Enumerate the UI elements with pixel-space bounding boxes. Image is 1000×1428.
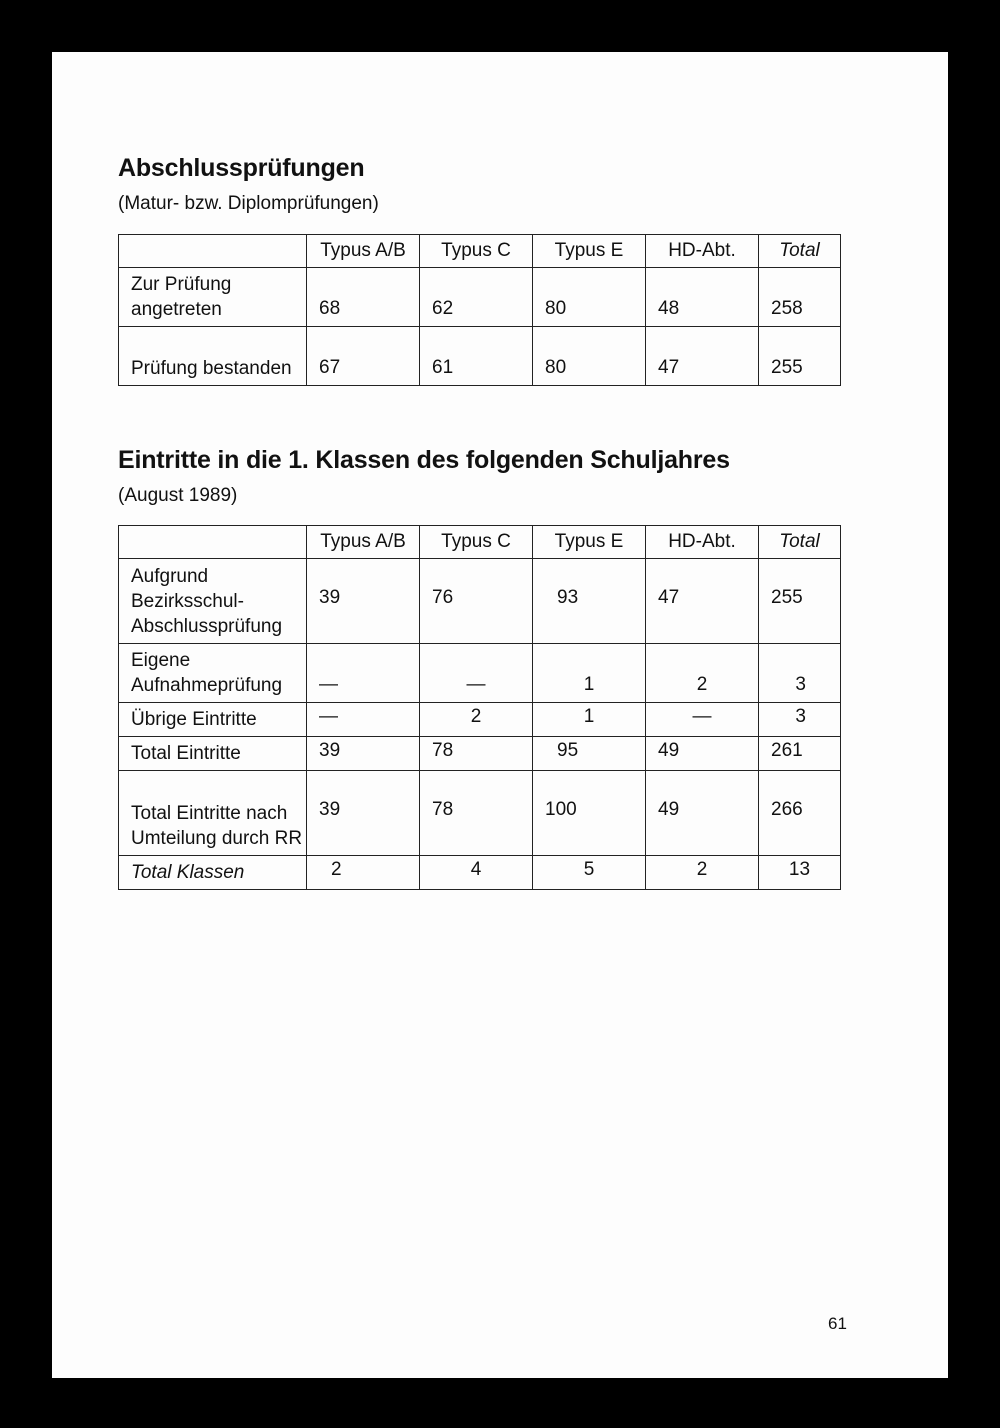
table-row xyxy=(119,559,841,644)
table-row xyxy=(119,856,841,890)
cell-value: 78 xyxy=(420,737,533,771)
cell-value: 67 xyxy=(307,327,420,386)
header-typus-ab: Typus A/B xyxy=(307,526,420,559)
row-label: Total Klassen xyxy=(119,856,307,890)
cell-value: 39 xyxy=(307,771,420,856)
cell-value: — xyxy=(307,703,420,737)
cell-value: 49 xyxy=(646,771,759,856)
exam-subtitle: (Matur- bzw. Diplomprüfungen) xyxy=(118,193,379,214)
row-label: Total Eintritte xyxy=(119,737,307,771)
cell-value: — xyxy=(307,644,420,703)
row-label: Prüfung bestanden xyxy=(119,327,307,386)
row-label: Übrige Eintritte xyxy=(119,703,307,737)
header-total: Total xyxy=(759,235,841,268)
cell-value: 49 xyxy=(646,737,759,771)
cell-value: 5 xyxy=(533,856,646,890)
header-hd-abt: HD-Abt. xyxy=(646,526,759,559)
row-label: Total Eintritte nach Umteilung durch RR xyxy=(119,771,307,856)
cell-value: 100 xyxy=(533,771,646,856)
row-label: Zur Prüfung angetreten xyxy=(119,268,307,327)
header-typus-c: Typus C xyxy=(420,526,533,559)
header-empty xyxy=(119,235,307,268)
table-row xyxy=(119,268,841,327)
header-total: Total xyxy=(759,526,841,559)
row-label: Aufgrund Bezirksschul-Abschlussprüfung xyxy=(119,559,307,644)
cell-value: 47 xyxy=(646,559,759,644)
cell-value: 255 xyxy=(759,559,841,644)
cell-value: 80 xyxy=(533,268,646,327)
table-row xyxy=(119,703,841,737)
cell-value: 255 xyxy=(759,327,841,386)
cell-value: 258 xyxy=(759,268,841,327)
cell-value: 62 xyxy=(420,268,533,327)
table-row xyxy=(119,644,841,703)
cell-value: 61 xyxy=(420,327,533,386)
cell-value: 2 xyxy=(646,644,759,703)
exam-title: Abschlussprüfungen xyxy=(118,154,365,182)
table-row xyxy=(119,737,841,771)
cell-value: 80 xyxy=(533,327,646,386)
header-typus-e: Typus E xyxy=(533,235,646,268)
cell-value: 78 xyxy=(420,771,533,856)
cell-value: 48 xyxy=(646,268,759,327)
header-hd-abt: HD-Abt. xyxy=(646,235,759,268)
cell-value: 47 xyxy=(646,327,759,386)
row-label: Eigene Aufnahmeprüfung xyxy=(119,644,307,703)
cell-value: 1 xyxy=(533,703,646,737)
cell-value: 39 xyxy=(307,559,420,644)
cell-value: 2 xyxy=(307,856,420,890)
cell-value: — xyxy=(420,644,533,703)
document-page xyxy=(52,52,948,1378)
table-header-row xyxy=(119,235,841,268)
entries-table xyxy=(118,525,841,890)
cell-value: 261 xyxy=(759,737,841,771)
header-typus-ab: Typus A/B xyxy=(307,235,420,268)
header-typus-e: Typus E xyxy=(533,526,646,559)
cell-value: 266 xyxy=(759,771,841,856)
cell-value: 4 xyxy=(420,856,533,890)
page-number: 61 xyxy=(828,1314,847,1333)
cell-value: 1 xyxy=(533,644,646,703)
header-typus-c: Typus C xyxy=(420,235,533,268)
entries-title: Eintritte in die 1. Klassen des folgenden Schuljahres xyxy=(118,446,730,474)
cell-value: 95 xyxy=(533,737,646,771)
cell-value: 13 xyxy=(759,856,841,890)
table-row xyxy=(119,771,841,856)
cell-value: 3 xyxy=(759,703,841,737)
cell-value: 93 xyxy=(533,559,646,644)
cell-value: 3 xyxy=(759,644,841,703)
header-empty xyxy=(119,526,307,559)
cell-value: 68 xyxy=(307,268,420,327)
table-header-row xyxy=(119,526,841,559)
cell-value: 76 xyxy=(420,559,533,644)
cell-value: 2 xyxy=(420,703,533,737)
entries-subtitle: (August 1989) xyxy=(118,485,238,506)
cell-value: — xyxy=(646,703,759,737)
cell-value: 2 xyxy=(646,856,759,890)
table-row xyxy=(119,327,841,386)
exam-table xyxy=(118,234,841,386)
cell-value: 39 xyxy=(307,737,420,771)
